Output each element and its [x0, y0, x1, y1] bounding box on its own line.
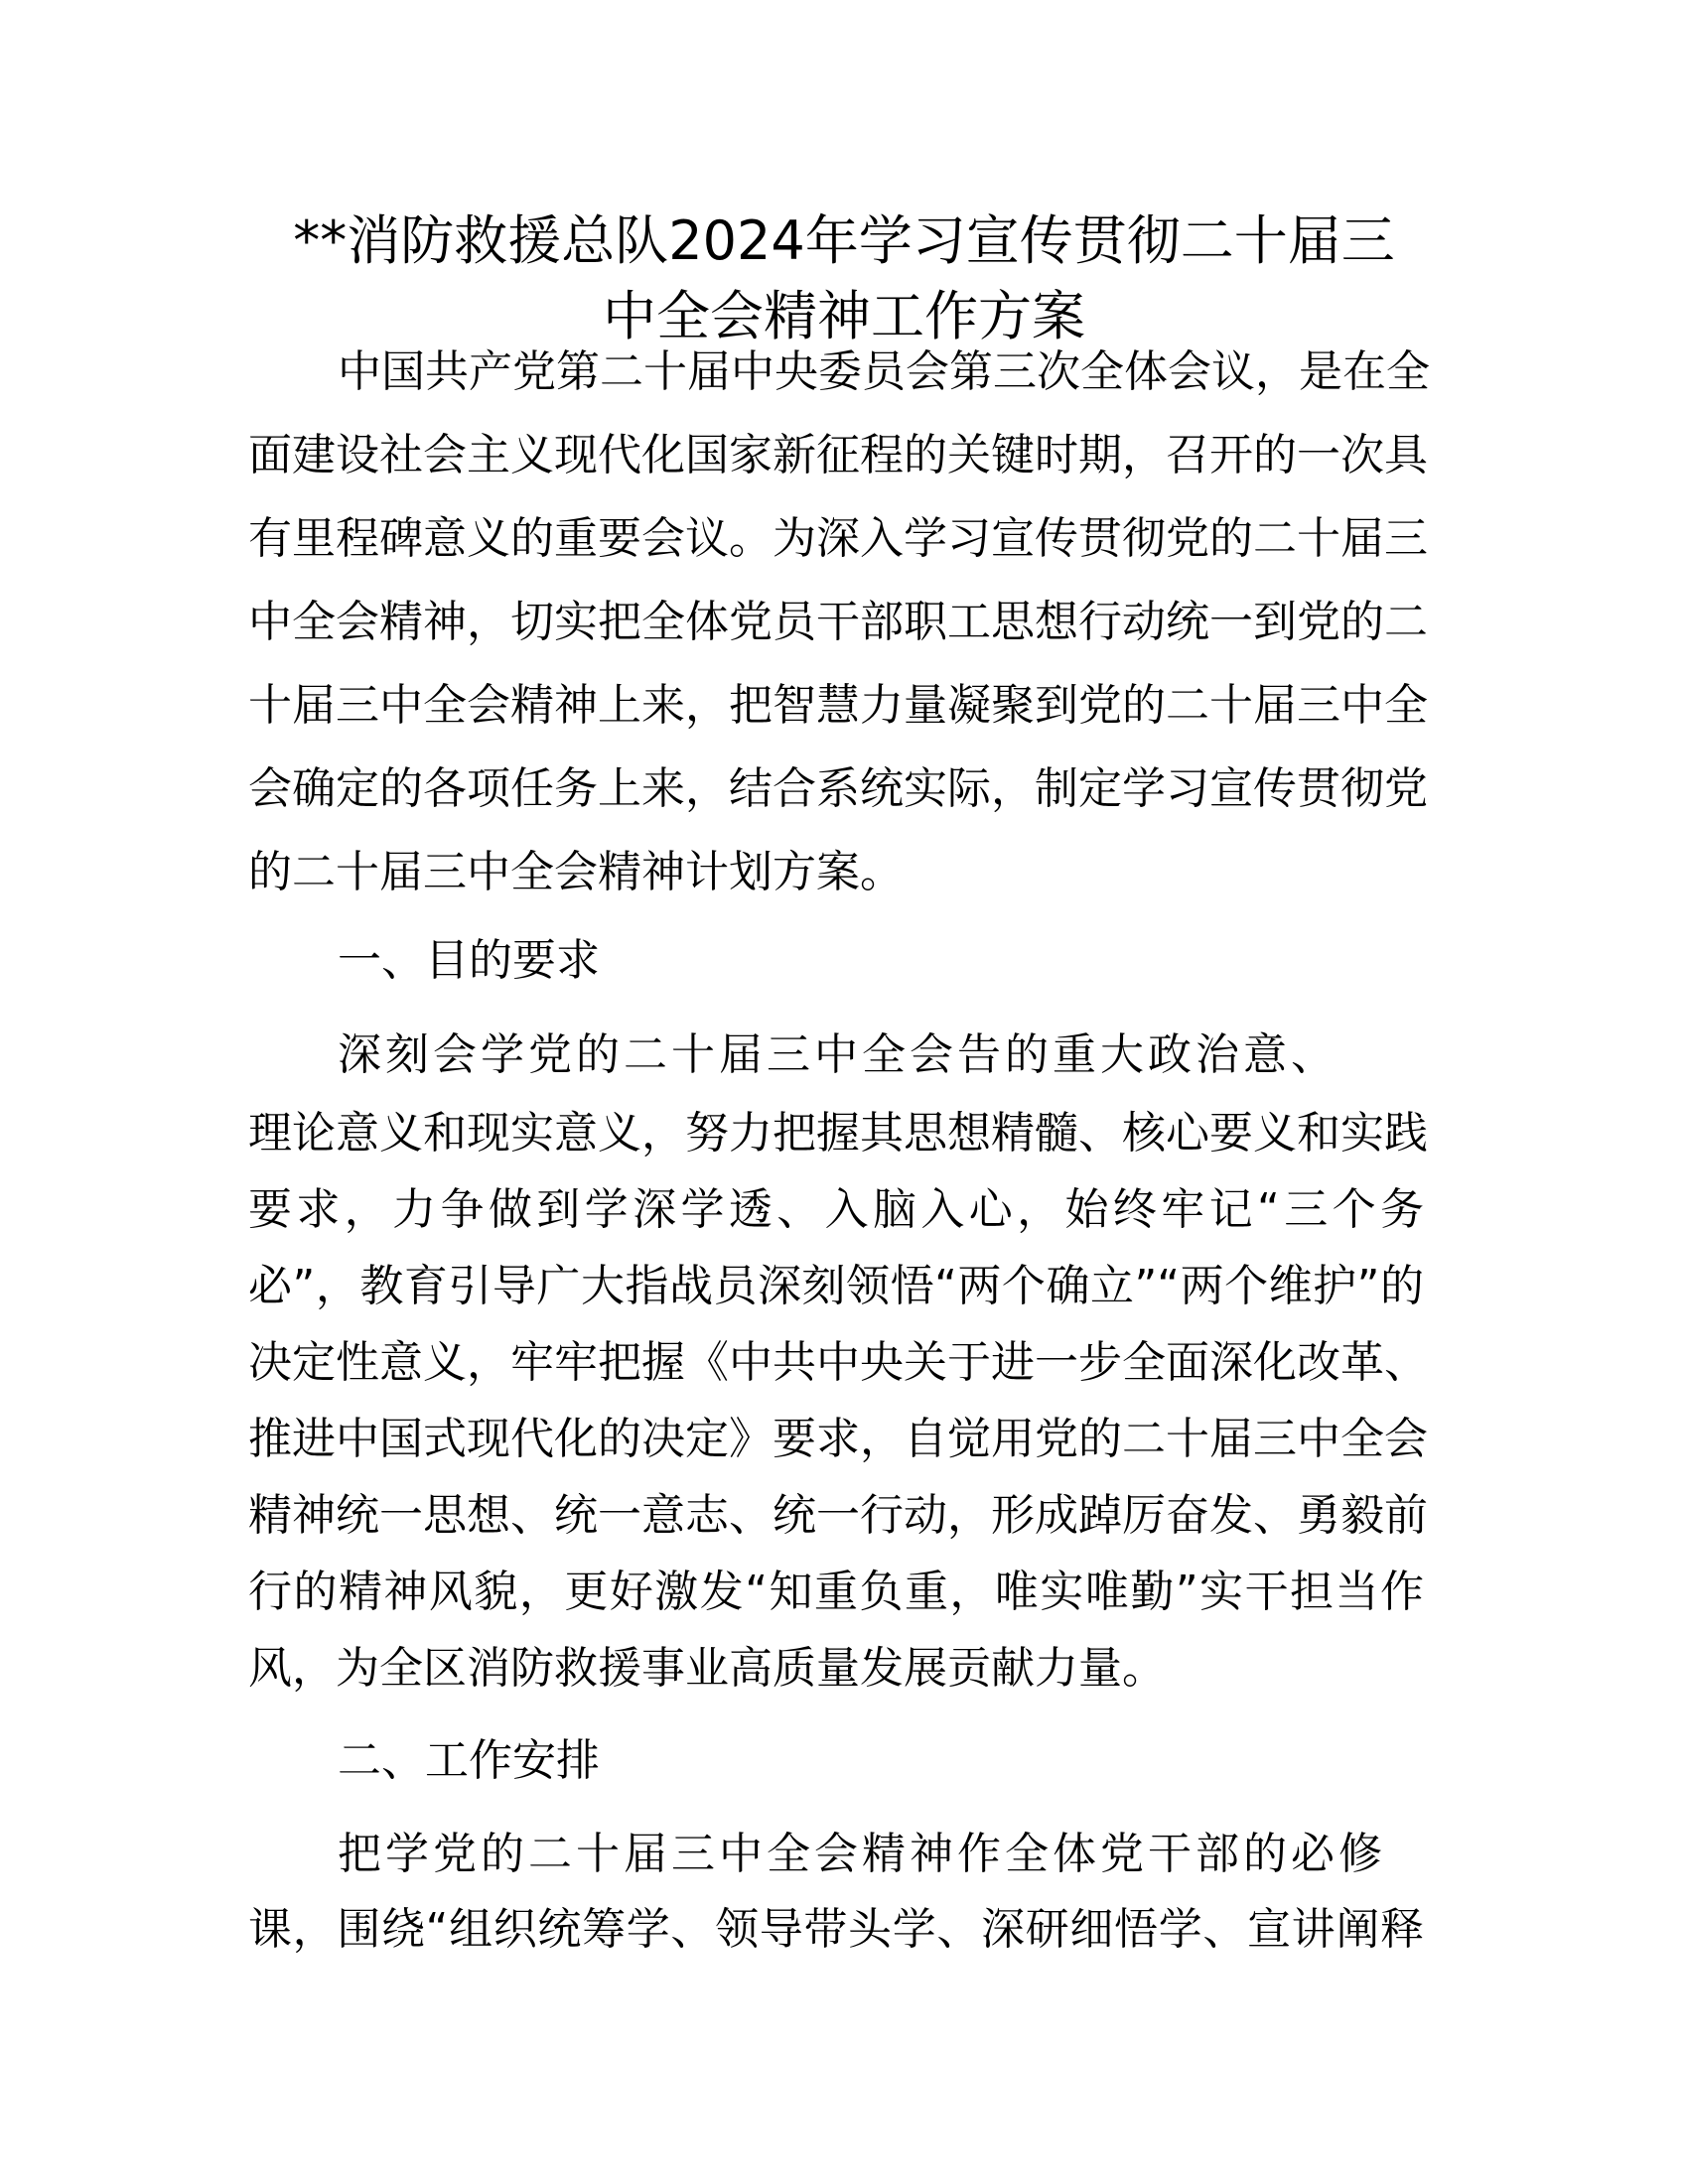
- paragraph-line: 课，围绕“组织统筹学、领导带头学、深研细悟学、宣讲阐释: [248, 1904, 1424, 1955]
- paragraph-line: 会确定的各项任务上来，结合系统实际，制定学习宣传贯彻党: [248, 763, 1428, 814]
- paragraph-line: 精神统一思想、统一意志、统一行动，形成踔厉奋发、勇毅前: [248, 1490, 1428, 1541]
- paragraph-line: 行的精神风貌，更好激发“知重负重，唯实唯勤”实干担当作: [248, 1567, 1424, 1617]
- paragraph-line: 有里程碑意义的重要会议。为深入学习宣传贯彻党的二十届三: [248, 513, 1428, 564]
- paragraph-line: 风，为全区消防救援事业高质量发展贡献力量。: [248, 1643, 1166, 1694]
- paragraph-line: 中国共产党第二十届中央委员会第三次全体会议，是在全: [338, 346, 1430, 397]
- paragraph-line: 把学党的二十届三中全会精神作全体党干部的必修: [338, 1829, 1386, 1879]
- paragraph-line: 十届三中全会精神上来，把智慧力量凝聚到党的二十届三中全: [248, 680, 1428, 731]
- paragraph-line: 决定性意义，牢牢把握《中共中央关于进一步全面深化改革、: [248, 1337, 1428, 1388]
- section-heading-1: 一、目的要求: [338, 935, 600, 986]
- paragraph-line: 要求，力争做到学深学透、入脑入心，始终牢记“三个务: [248, 1184, 1424, 1235]
- paragraph-line: 深刻会学党的二十届三中全会告的重大政治意、: [338, 1029, 1338, 1080]
- paragraph-line: 中全会精神，切实把全体党员干部职工思想行动统一到党的二: [248, 597, 1428, 647]
- document-title-line-1: **消防救援总队2024年学习宣传贯彻二十届三: [293, 209, 1395, 272]
- section-heading-2: 二、工作安排: [338, 1735, 600, 1786]
- paragraph-line: 理论意义和现实意义，努力把握其思想精髓、核心要义和实践: [248, 1108, 1428, 1159]
- paragraph-line: 必”，教育引导广大指战员深刻领悟“两个确立”“两个维护”的: [248, 1261, 1424, 1311]
- paragraph-line: 面建设社会主义现代化国家新征程的关键时期，召开的一次具: [248, 430, 1428, 480]
- paragraph-line: 的二十届三中全会精神计划方案。: [248, 847, 904, 897]
- document-title-line-2: 中全会精神工作方案: [603, 285, 1085, 347]
- paragraph-line: 推进中国式现代化的决定》要求，自觉用党的二十届三中全会: [248, 1414, 1428, 1464]
